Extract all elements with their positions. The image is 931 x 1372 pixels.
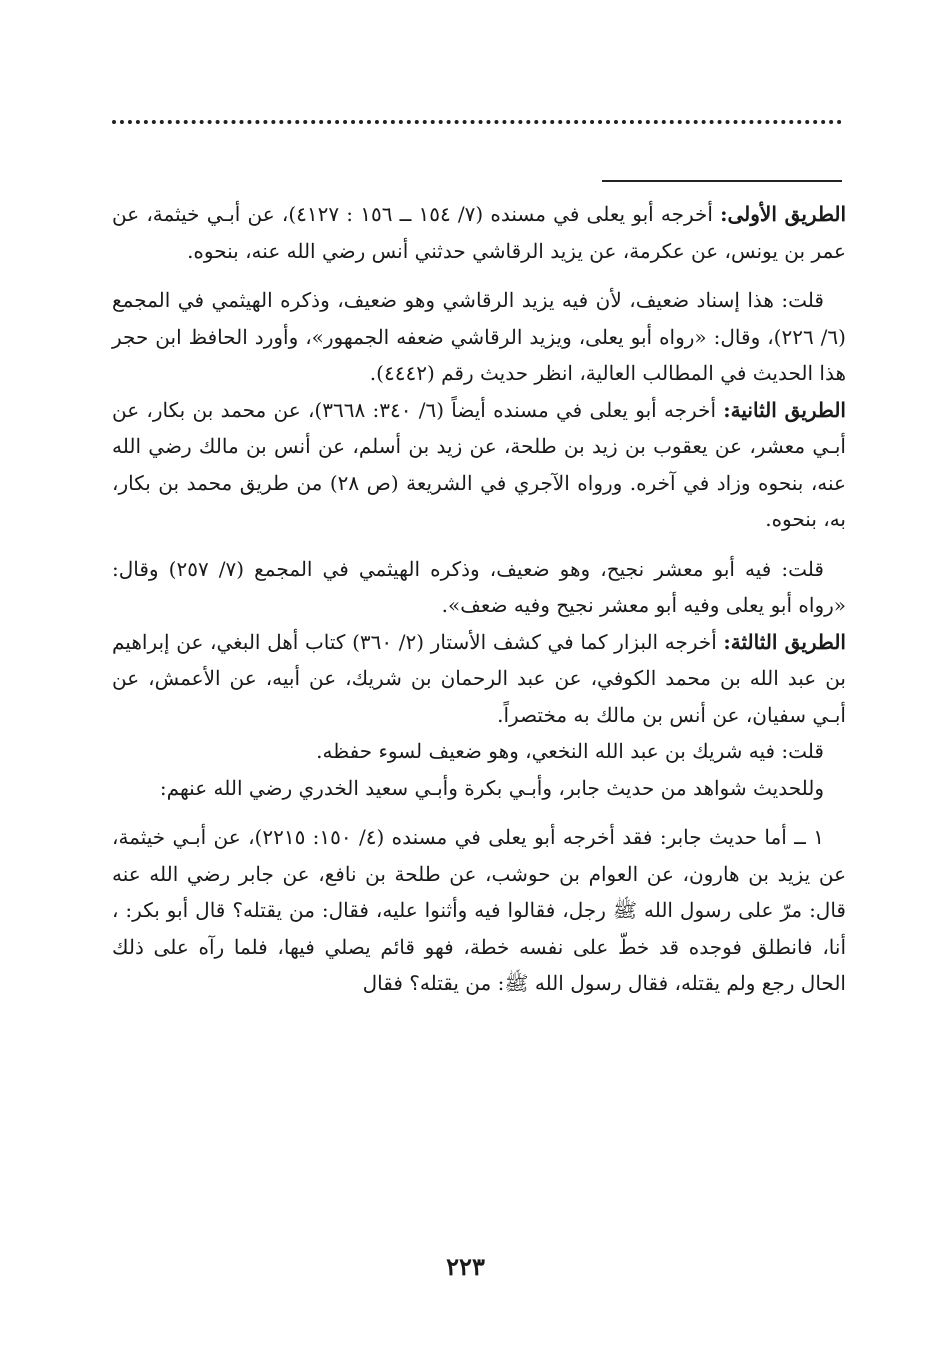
paragraph-witnesses	[112, 770, 846, 807]
paragraph-second-route	[112, 392, 846, 538]
body-text	[112, 196, 846, 1002]
footnote-rule	[602, 180, 842, 182]
dotted-separator	[112, 120, 842, 134]
route-heading: الطريق الثانية:	[723, 397, 846, 422]
paragraph-text: أخرجه أبو يعلى في مسنده (٧/ ١٥٤ ــ ١٥٦ : ٤١٢٧)، عن أبـي خيثمة، عن عمر بن يونس، عن عكرمة، عن يزيد الرقاشي حدثني أنس رضي الله عنه، بنحوه.	[112, 202, 846, 263]
paragraph-comment-3	[112, 733, 846, 770]
paragraph-jabir-hadith	[112, 819, 846, 1002]
route-heading: الطريق الأولى:	[720, 202, 846, 226]
paragraph-text: قلت: فيه شريك بن عبد الله النخعي، وهو ضعيف لسوء حفظه.	[316, 739, 824, 763]
paragraph-text: قلت: هذا إسناد ضعيف، لأن فيه يزيد الرقاشي وهو ضعيف، وذكره الهيثمي في المجمع (٦/ ٢٢٦)، وقال: «رواه أبو يعلى، ويزيد الرقاشي ضعفه الجمهور»، وأورد الحافظ ابن حجر هذا الحديث في المطالب العالية، انظر حديث رقم (٤٤٤٢).	[112, 288, 846, 385]
paragraph-first-route	[112, 196, 846, 269]
route-heading: الطريق الثالثة:	[723, 629, 846, 654]
paragraph-comment-1	[112, 282, 846, 392]
paragraph-text: ١ ــ أما حديث جابر: فقد أخرجه أبو يعلى في مسنده (٤/ ١٥٠: ٢٢١٥)، عن أبـي خيثمة، عن يزيد بن هارون، عن العوام بن حوشب، عن طلحة بن نافع، عن جابر رضي الله عنه قال: مرّ على رسول الله ﷺ رجل، فقالوا فيه وأثنوا عليه، فقال: من يقتله؟ قال أبو بكر: ، أنا، فانطلق فوجده قد خطّ على نفسه خطة، فهو قائم يصلي فيها، فلما رآه على ذلك الحال رجع ولم يقتله، فقال رسول الله ﷺ: من يقتله؟ فقال	[112, 825, 846, 995]
paragraph-text: أخرجه البزار كما في كشف الأستار (٢/ ٣٦٠) كتاب أهل البغي، عن إبراهيم بن عبد الله بن محمد الكوفي، عن عبد الرحمان بن شريك، عن أبيه، عن الأعمش، عن أبـي سفيان، عن أنس بن مالك به مختصراً.	[112, 629, 846, 727]
paragraph-third-route	[112, 624, 846, 734]
paragraph-comment-2	[112, 551, 846, 624]
paragraph-text: أخرجه أبو يعلى في مسنده أيضاً (٦/ ٣٤٠: ٣٦٦٨)، عن محمد بن بكار، عن أبـي معشر، عن يعقوب بن زيد بن طلحة، عن زيد بن أسلم، عن أنس بن مالك رضي الله عنه، بنحوه وزاد في آخره. ورواه الآجري في الشريعة (ص ٢٨) من طريق محمد بن بكار، به، بنحوه.	[112, 397, 846, 531]
paragraph-text: قلت: فيه أبو معشر نجيح، وهو ضعيف، وذكره الهيثمي في المجمع (٧/ ٢٥٧) وقال: «رواه أبو يعلى وفيه أبو معشر نجيح وفيه ضعف».	[112, 556, 846, 617]
paragraph-text: وللحديث شواهد من حديث جابر، وأبـي بكرة وأبـي سعيد الخدري رضي الله عنهم:	[159, 775, 824, 800]
page-number: ٢٢٣	[446, 1252, 485, 1281]
